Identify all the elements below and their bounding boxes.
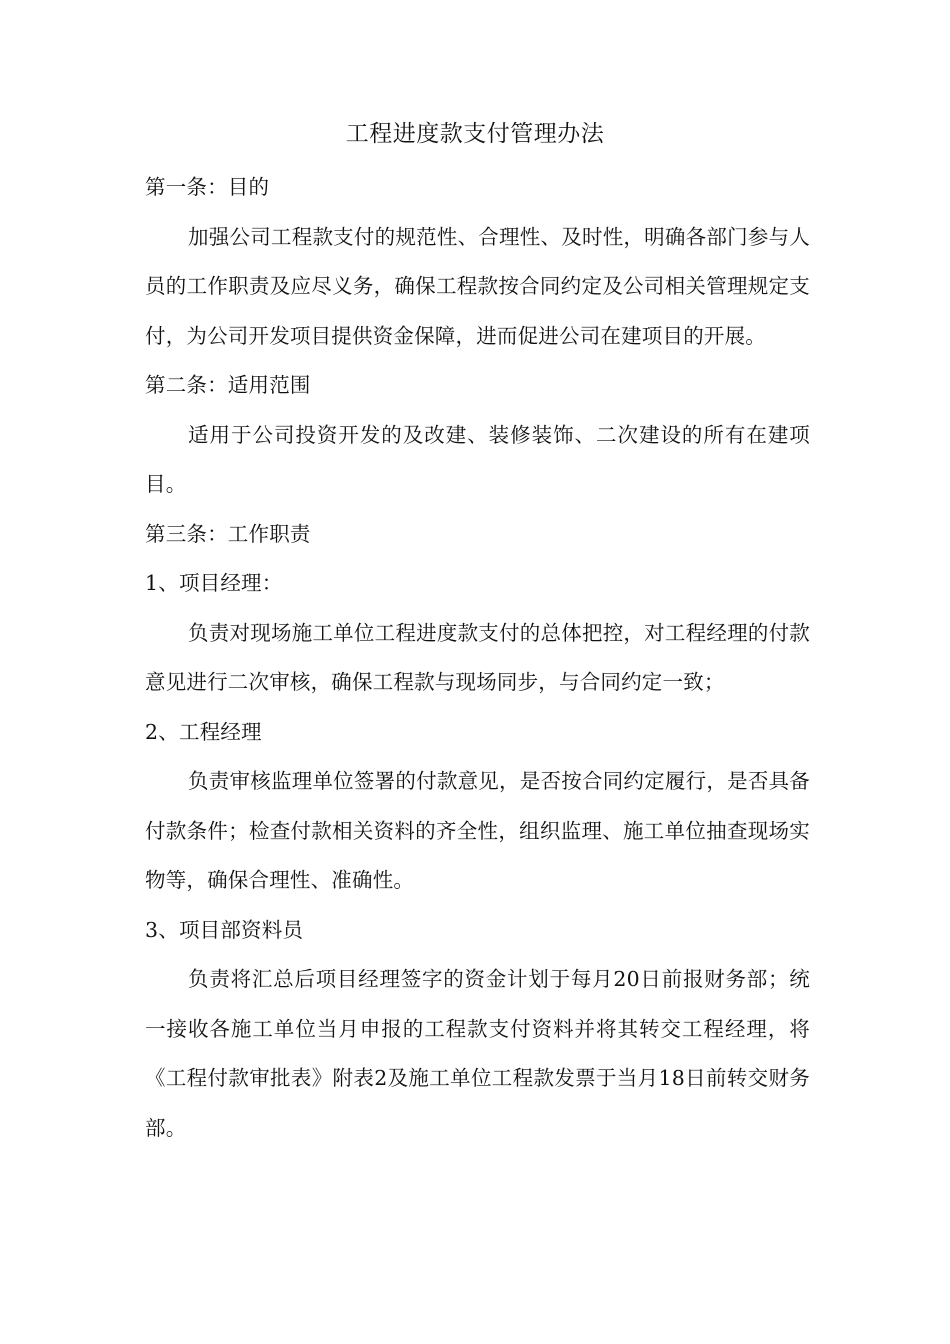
duty-body-document-clerk: 负责将汇总后项目经理签字的资金计划于每月20日前报财务部；统一接收各施工单位当月申报的工程款支付资料并将其转交工程经理，将《工程付款审批表》附表2及施工单位工程款发票于当月18日前转交财务部。	[145, 967, 810, 1140]
duty-heading-project-manager: 1、项目经理：	[145, 571, 283, 595]
document-body	[145, 163, 810, 1153]
document-title: 工程进度款支付管理办法	[345, 121, 605, 147]
section-body-scope: 适用于公司投资开发的及改建、装修装饰、二次建设的所有在建项目。	[145, 422, 810, 496]
section-heading-purpose: 第一条：目的	[145, 175, 270, 199]
duty-body-engineering-manager: 负责审核监理单位签署的付款意见，是否按合同约定履行，是否具备付款条件；检查付款相关资料的齐全性，组织监理、施工单位抽查现场实物等，确保合理性、准确性。	[145, 769, 810, 892]
duty-body-project-manager: 负责对现场施工单位工程进度款支付的总体把控，对工程经理的付款意见进行二次审核，确保工程款与现场同步，与合同约定一致；	[145, 620, 810, 694]
section-heading-scope: 第二条：适用范围	[145, 373, 311, 397]
section-heading-responsibilities: 第三条：工作职责	[145, 521, 311, 546]
section-body-purpose: 加强公司工程款支付的规范性、合理性、及时性，明确各部门参与人员的工作职责及应尽义务，确保工程款按合同约定及公司相关管理规定支付，为公司开发项目提供资金保障，进而促进公司在建项目的开展。	[145, 224, 810, 348]
duty-heading-document-clerk: 3、项目部资料员	[145, 917, 304, 942]
duty-heading-engineering-manager: 2、工程经理	[145, 719, 262, 744]
